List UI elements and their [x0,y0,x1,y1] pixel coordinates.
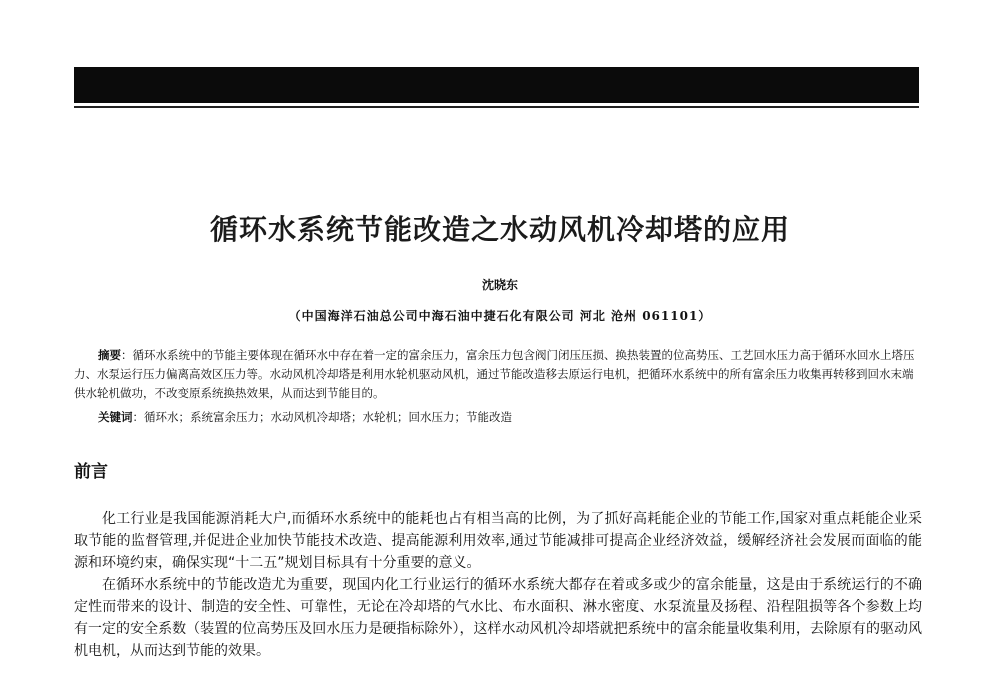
keywords [98,408,918,427]
journal-header-band [74,67,919,103]
keywords-label: 关键词 [98,410,133,424]
body-paragraph: 化工行业是我国能源消耗大户,而循环水系统中的能耗也占有相当高的比例，为了抓好高耗能企业的节能工作,国家对重点耗能企业采取节能的监督管理,并促进企业加快节能技术改造、提高能源利用效率,通过节能减排可提高企业经济效益，缓解经济社会发展而面临的能源和环境约束，确保实现“十二五”规划目标具有十分重要的意义。 [74,511,922,571]
affiliation: （中国海洋石油总公司中海石油中捷石化有限公司 河北 沧州 061101） [288,309,712,323]
body-paragraph: 在循环水系统中的节能改造尤为重要，现国内化工行业运行的循环水系统大都存在着或多或少的富余能量，这是由于系统运行的不确定性而带来的设计、制造的安全性、可靠性，无论在冷却塔的气水比、布水面积、淋水密度、水泵流量及扬程、沿程阻损等各个参数上均有一定的安全系数（装置的位高势压及回水压力是硬指标除外），这样水动风机冷却塔就把系统中的富余能量收集利用，去除原有的驱动风机电机，从而达到节能的效果。 [74,577,922,659]
author: 沈晓东 [481,278,518,292]
keywords-text: ：循环水；系统富余压力；水动风机冷却塔；水轮机；回水压力；节能改造 [132,410,512,424]
abstract-text: ：循环水系统中的节能主要体现在循环水中存在着一定的富余压力，富余压力包含阀门闭压压损、换热装置的位高势压、工艺回水压力高于循环水回水上塔压力、水泵运行压力偏离高效区压力等。水动风机冷却塔是利用水轮机驱动风机，通过节能改造移去原运行电机，把循环水系统中的所有富余压力收集再转移到回水末端供水轮机做功，不改变原系统换热效果，从而达到节能目的。 [74,348,915,400]
section-heading: 前言 [74,462,108,482]
abstract-label: 摘要 [98,348,121,362]
paper-title: 循环水系统节能改造之水动风机冷却塔的应用 [209,213,790,246]
header-rule [74,106,919,108]
abstract [74,346,922,403]
